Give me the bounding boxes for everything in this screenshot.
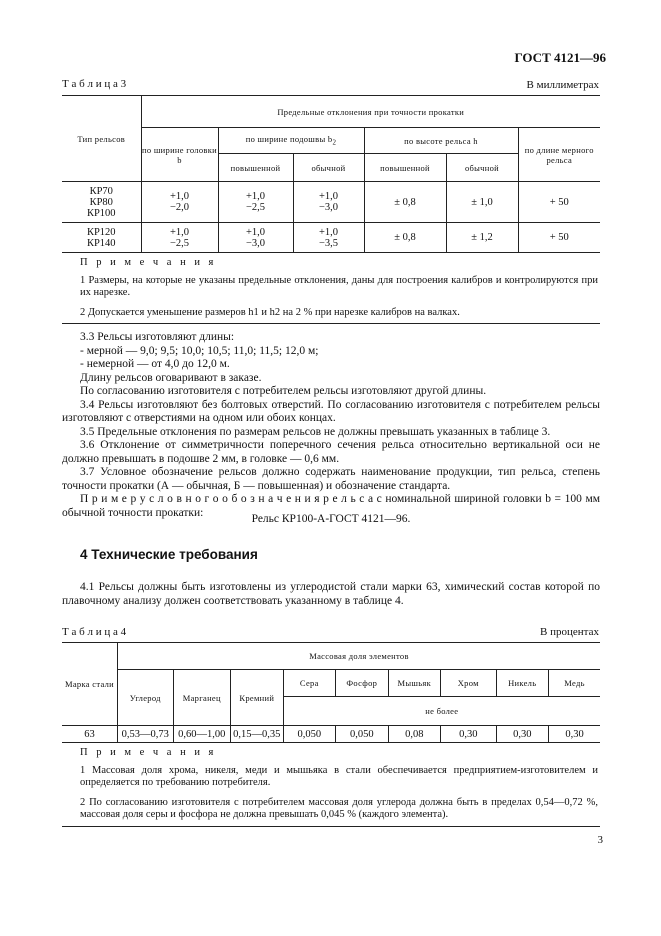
- table3-height-norm: ± 1,2: [446, 223, 518, 253]
- table3-head-tol: +1,0 −2,0: [141, 182, 218, 223]
- table-row: [62, 223, 600, 253]
- table3-length: + 50: [518, 223, 600, 253]
- table4-cell: 0,53—0,73: [118, 726, 174, 743]
- table4-col-s: Сера: [283, 670, 335, 697]
- table4-cell: 0,15—0,35: [231, 726, 283, 743]
- page-number: 3: [597, 834, 603, 846]
- table4-col-grade: Марка стали: [62, 643, 118, 726]
- table3-notes-title: П р и м е ч а н и я: [80, 257, 217, 268]
- table-row: [62, 182, 600, 223]
- table4-col-ni: Никель: [496, 670, 548, 697]
- table3: [62, 95, 600, 324]
- table4-col-p: Фосфор: [336, 670, 388, 697]
- table-row: [62, 726, 600, 743]
- table4-cell: 0,08: [388, 726, 440, 743]
- table3-head-tol: +1,0 −2,5: [141, 223, 218, 253]
- table4: [62, 642, 600, 827]
- table4-not-more: не более: [283, 697, 600, 726]
- table4-cell: 0,60—1,00: [173, 726, 231, 743]
- table3-col-sole: по ширине подошвы $b_2$: [218, 128, 364, 154]
- table3-height-high: ± 0,8: [364, 182, 446, 223]
- table3-sole-norm: +1,0 −3,0: [293, 182, 364, 223]
- table3-note: 1 Размеры, на которые не указаны предельные отклонения, даны для построения калибров и контролируются при их нарезке.: [80, 274, 598, 298]
- table3-types: КР70 КР80 КР100: [62, 182, 141, 223]
- table4-note: 1 Массовая доля хрома, никеля, меди и мышьяка в стали обеспечивается предприятием-изготовителем и определяется по требованию потребителя.: [80, 764, 598, 788]
- table4-notes-row: [62, 743, 600, 827]
- table3-sub-cell: обычной: [293, 154, 364, 182]
- table4-cell: 0,30: [549, 726, 601, 743]
- table3-col-length: по длине мерного рельса: [518, 128, 600, 182]
- table3-col-height: по высоте рельса h: [364, 128, 518, 154]
- table4-cell: 0,30: [496, 726, 548, 743]
- table3-length: + 50: [518, 182, 600, 223]
- table3-notes-row: [62, 253, 600, 324]
- table3-col-type: Тип рельсов: [62, 96, 141, 182]
- table3-sole-high: +1,0 −3,0: [218, 223, 293, 253]
- table3-note: 2 Допускается уменьшение размеров h1 и h2 на 2 % при нарезке калибров на валках.: [80, 306, 460, 318]
- table3-sub-cell: обычной: [446, 154, 518, 182]
- table3-notes: [62, 253, 600, 324]
- table4-col-si: Кремний: [231, 670, 283, 726]
- table4-cell: 0,30: [441, 726, 497, 743]
- table4-notes-title: П р и м е ч а н и я: [80, 747, 217, 758]
- table4-cell: 63: [62, 726, 118, 743]
- table4-col-mn: Марганец: [173, 670, 231, 726]
- table4-col-cu: Медь: [549, 670, 601, 697]
- table3-unit: В миллиметрах: [526, 79, 599, 91]
- table3-sub-cell: повышенной: [218, 154, 293, 182]
- table3-sole-norm: +1,0 −3,5: [293, 223, 364, 253]
- table3-height-norm: ± 1,0: [446, 182, 518, 223]
- table3-types: КР120 КР140: [62, 223, 141, 253]
- document-header: ГОСТ 4121—96: [514, 50, 606, 65]
- table4-unit: В процентах: [540, 626, 599, 638]
- table3-col-width-head: по ширине головки b: [141, 128, 218, 182]
- table4-col-group: Массовая доля элементов: [118, 643, 600, 670]
- table3-sole-high: +1,0 −2,5: [218, 182, 293, 223]
- table4-cell: 0,050: [336, 726, 388, 743]
- section3-text: 3.3 Рельсы изготовляют длины: - мерной — 9,0; 9,5; 10,0; 10,5; 11,0; 11,5; 12,0 м; - немерной — от 4,0 до 12,0 м. Длину рельсов оговаривают в заказе. По согласованию изготовителя с потребителем рельсы изготовляют другой длины. 3.4 Рельсы изготовляют без болтовых отверстий. По согласованию изготовителя с потребителем рельсы изготовляют с отверстиями на одном или обоих концах. 3.5 Предельные отклонения по размерам рельсов не должны превышать указанных в таблице 3. 3.6 Отклонение от симметричности поперечного сечения рельса относительно вертикальной оси не должно превышать в подошве 2 мм, в головке — 0,6 мм. 3.7 Условное обозначение рельсов должно содержать наименование продукции, тип рельса, степень точности прокатки (А — обычная, Б — повышенная) и обозначение стандарта. П р и м е р у с л о в н о г о о б о з н а ч е н и я р е л ь с а с номинальной шириной головки b = 100 мм обычной точности прокатки:: [62, 331, 601, 519]
- table4-col-c: Углерод: [118, 670, 174, 726]
- table3-height-high: ± 0,8: [364, 223, 446, 253]
- table3-col-group: Предельные отклонения при точности прокатки: [141, 96, 600, 128]
- section41-text: 4.1 Рельсы должны быть изготовлены из углеродистой стали марки 63, химический состав которой по плавочному анализу должен соответствовать указанному в таблице 4.: [62, 581, 600, 607]
- table3-caption: Т а б л и ц а 3: [62, 78, 127, 90]
- designation-example: Рельс КР100-А-ГОСТ 4121—96.: [251, 513, 411, 525]
- table4-note: 2 По согласованию изготовителя с потребителем массовая доля углерода должна быть в пределах 0,54—0,72 %, массовая доля серы и фосфора не должна превышать 0,045 % (каждого элемента).: [80, 796, 598, 820]
- table3-sub-cell: повышенной: [364, 154, 446, 182]
- table4-notes: [62, 743, 600, 827]
- table4-col-cr: Хром: [441, 670, 497, 697]
- table4-col-as: Мышьяк: [388, 670, 440, 697]
- section4-heading: 4 Технические требования: [80, 547, 258, 562]
- table4-cell: 0,050: [283, 726, 335, 743]
- table4-caption: Т а б л и ц а 4: [62, 626, 127, 638]
